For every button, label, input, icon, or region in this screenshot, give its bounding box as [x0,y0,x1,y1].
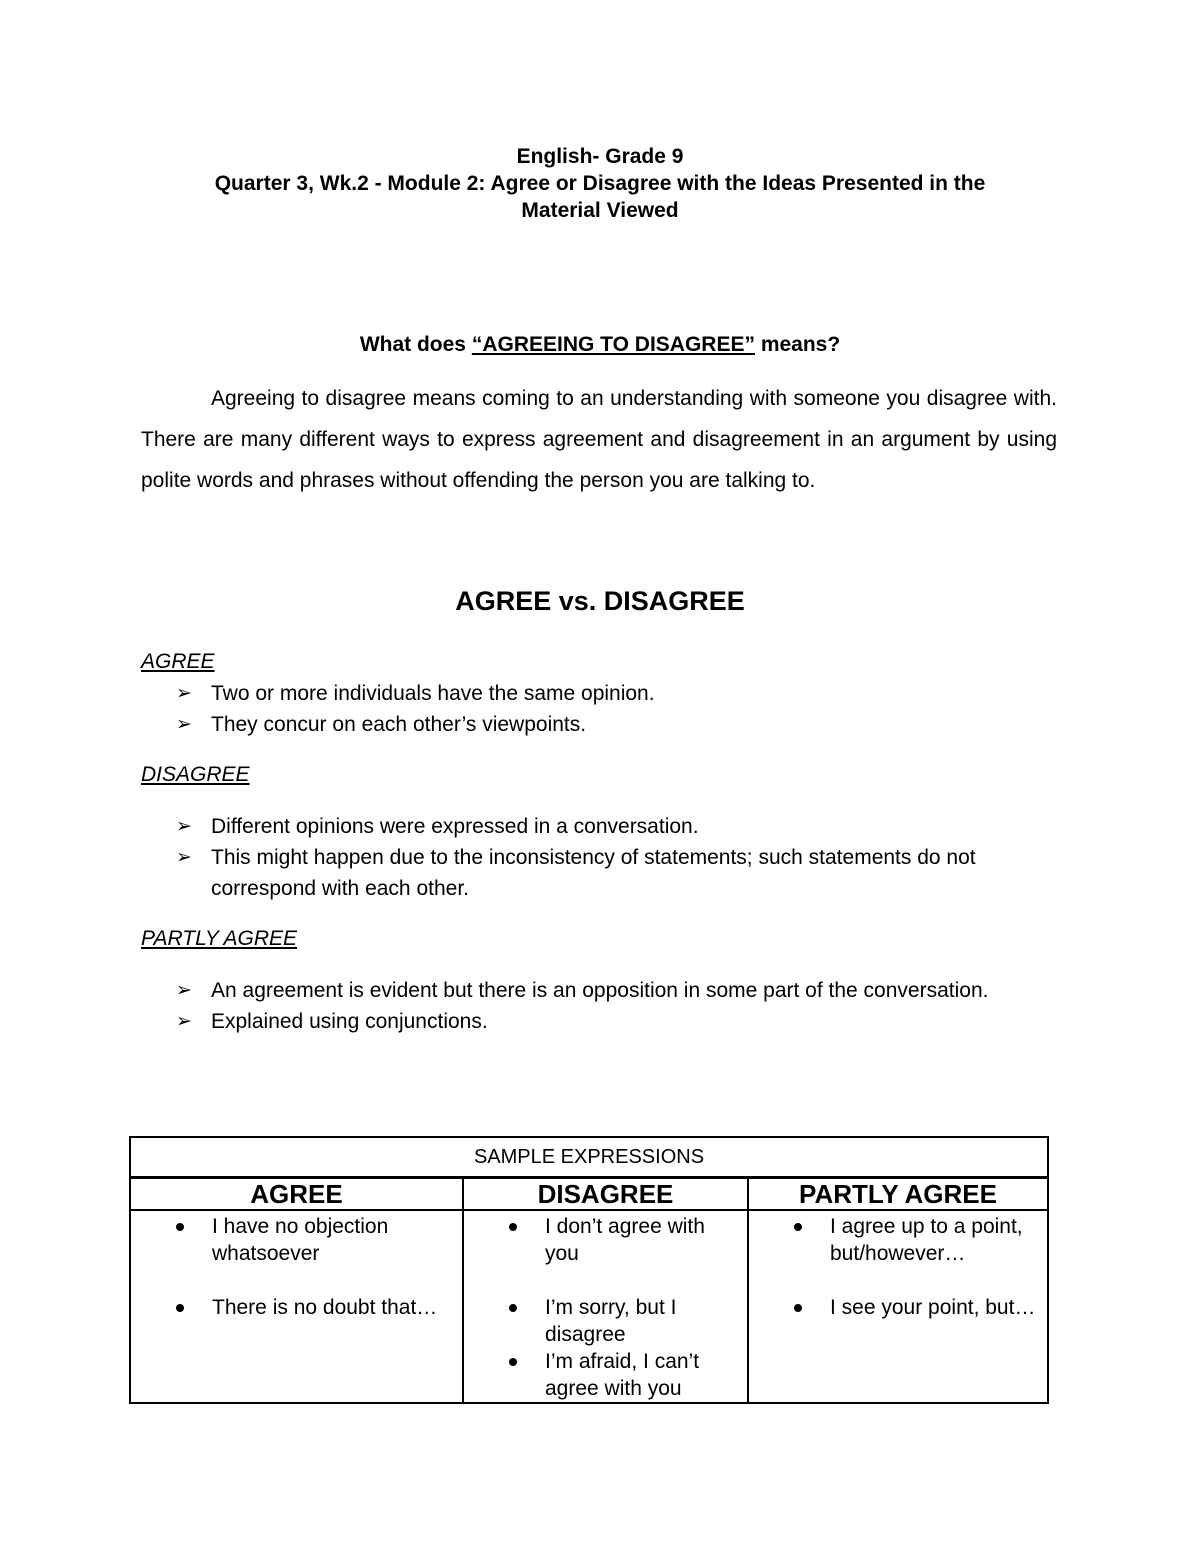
list-item [176,1006,1056,1037]
list-item-text: Two or more individuals have the same opinion. [211,682,655,705]
title-course: English- Grade 9 [516,145,684,168]
bullet-dot-icon [509,1304,517,1312]
list-item-text: An agreement is evident but there is an opposition in some part of the conversation. [211,979,989,1002]
arrow-bullet-icon: ➢ [176,816,192,837]
question-emphasis: “AGREEING TO DISAGREE” [471,333,755,356]
arrow-bullet-icon: ➢ [176,847,192,868]
table-cell-partly-agree [748,1210,1048,1403]
title-module: Quarter 3, Wk.2 - Module 2: Agree or Disagree with the Ideas Presented in the [214,172,986,195]
section-label-agree: AGREE [141,650,215,673]
list-item [464,1348,747,1402]
sample-expressions-table [129,1136,1049,1404]
expression-text: I’m sorry, but I disagree [545,1296,677,1346]
partly-agree-list [176,975,1056,1037]
list-item [749,1294,1047,1321]
agree-expressions [131,1211,462,1321]
disagree-list [176,811,1056,904]
expression-text: I don’t agree with you [545,1215,705,1265]
bullet-dot-icon [794,1304,802,1312]
table-cell-disagree [463,1210,748,1403]
list-item-text: Different opinions were expressed in a conversation. [211,815,699,838]
disagree-expressions [464,1211,747,1402]
arrow-bullet-icon: ➢ [176,683,192,704]
arrow-bullet-icon: ➢ [176,980,192,1001]
list-item [176,678,1056,709]
section-label-partly-agree: PARTLY AGREE [141,927,298,950]
expression-text: I see your point, but… [830,1296,1036,1319]
list-item [749,1213,1047,1267]
arrow-bullet-icon: ➢ [176,714,192,735]
bullet-dot-icon [176,1304,184,1312]
list-item [464,1294,747,1348]
question-heading [0,333,1200,357]
section-label-disagree: DISAGREE [141,763,250,786]
column-header-agree: AGREE [130,1178,463,1211]
expression-text: There is no doubt that… [212,1296,438,1319]
expression-text: I have no objection whatsoever [212,1215,389,1265]
column-header-partly-agree: PARTLY AGREE [748,1178,1048,1211]
list-item [176,842,1056,904]
column-header-disagree: DISAGREE [463,1178,748,1211]
bullet-dot-icon [509,1358,517,1366]
expression-text: I agree up to a point, but/however… [830,1215,1023,1265]
list-item-text: Explained using conjunctions. [211,1010,488,1033]
list-item-text: They concur on each other’s viewpoints. [211,713,587,736]
arrow-bullet-icon: ➢ [176,1011,192,1032]
intro-paragraph: Agreeing to disagree means coming to an understanding with someone you disagree with. There are many different ways to express agreement and disagreement in an argument by using polite words and phrases without offending the person you are talking to. [141,387,1057,492]
question-suffix: means? [754,333,841,356]
agree-list [176,678,1056,740]
bullet-dot-icon [509,1223,517,1231]
bullet-dot-icon [794,1223,802,1231]
list-item [176,811,1056,842]
partly-agree-expressions [749,1211,1047,1321]
list-item [131,1213,462,1267]
bullet-dot-icon [176,1223,184,1231]
expression-text: I’m afraid, I can’t agree with you [545,1350,700,1400]
list-item [176,709,1056,740]
list-item [176,975,1056,1006]
section-heading: AGREE vs. DISAGREE [455,586,745,616]
table-cell-agree [130,1210,463,1403]
table-caption: SAMPLE EXPRESSIONS [130,1137,1048,1178]
list-item [464,1213,747,1267]
question-prefix: What does [359,333,472,356]
list-item [131,1294,462,1321]
title-module-cont: Material Viewed [521,199,679,222]
list-item-text: This might happen due to the inconsistency of statements; such statements do not correspond with each other. [211,846,976,900]
